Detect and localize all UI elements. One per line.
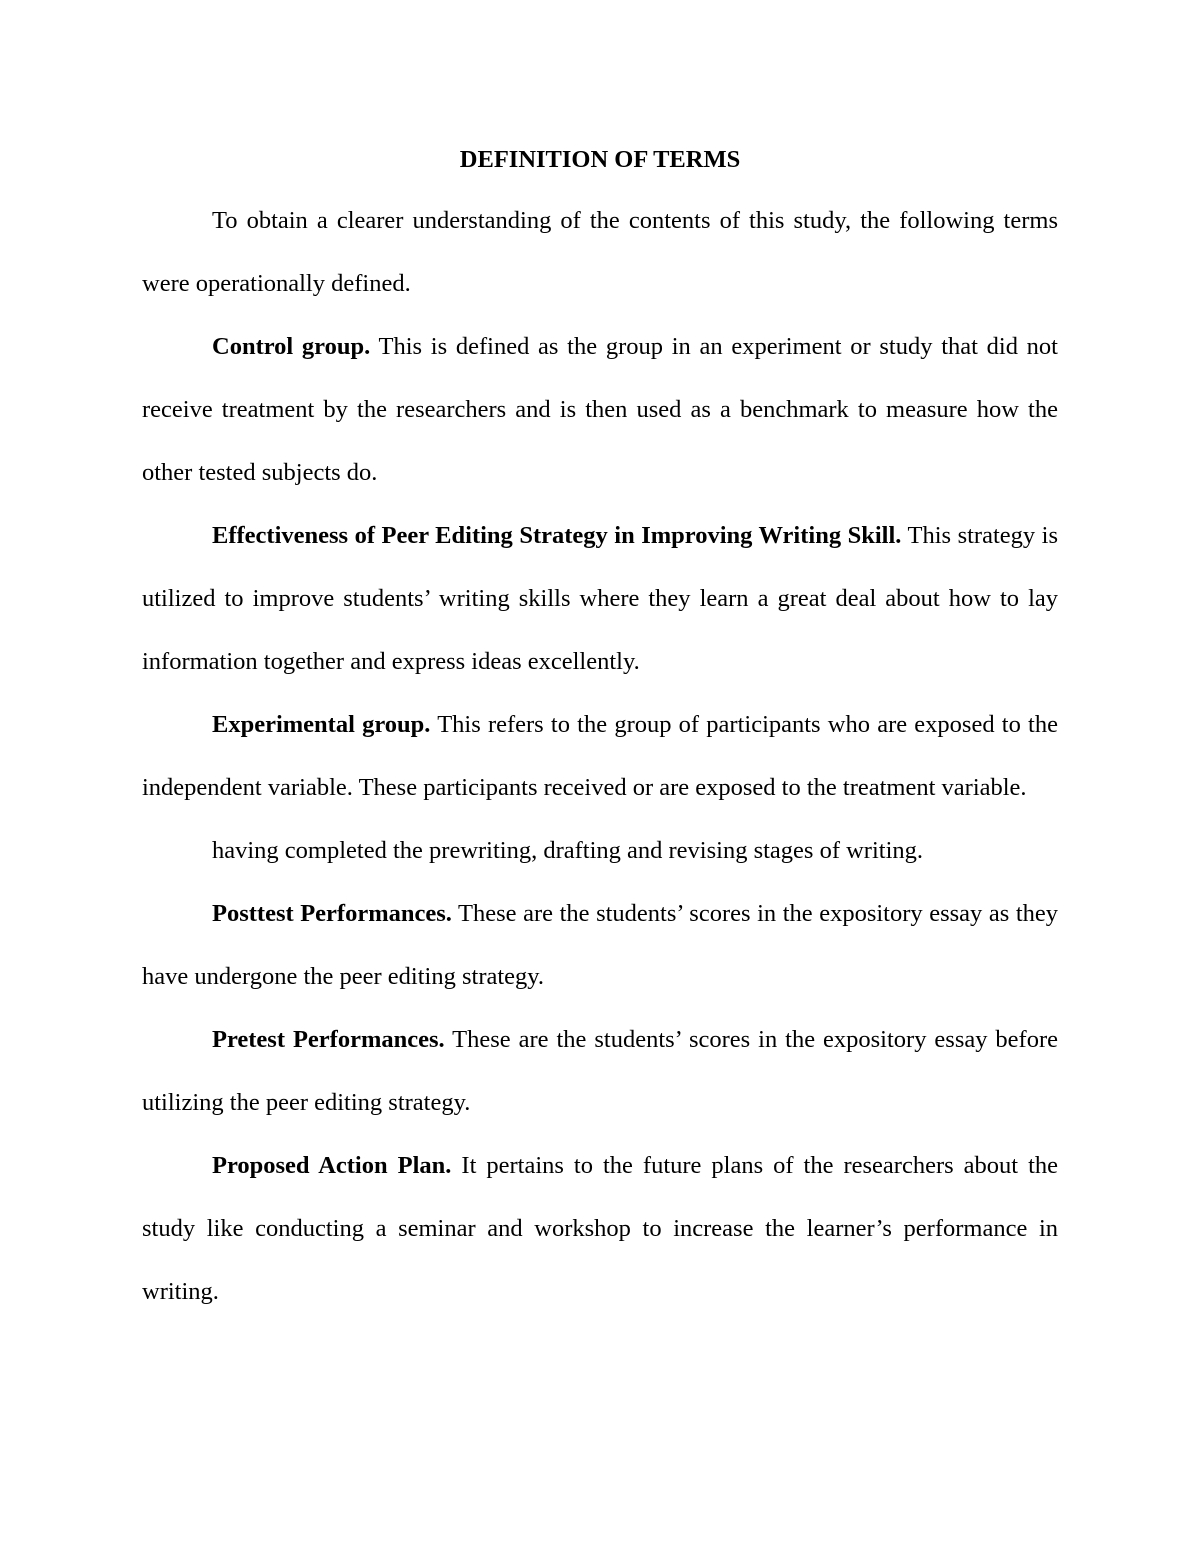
definition-text: These are the students’ scores in the expository essay as they have undergone the peer editing strategy. — [142, 900, 1059, 990]
intro-paragraph: To obtain a clearer understanding of the contents of this study, the following terms were operationally defined. — [142, 207, 1058, 297]
definition-text: This strategy is utilized to improve students’ writing skills where they learn a great deal about how to lay information together and express ideas excellently. — [142, 522, 1058, 675]
definition-proposed-action-plan — [142, 1134, 1058, 1323]
page-title: DEFINITION OF TERMS — [459, 146, 741, 173]
definition-text: It pertains to the future plans of the researchers about the study like conducting a seminar and workshop to increase the learner’s performance in writing. — [142, 1152, 1059, 1305]
definition-pretest-performances — [142, 1008, 1058, 1134]
definition-term: Effectiveness of Peer Editing Strategy in Improving Writing Skill. — [212, 522, 902, 549]
definition-term: Experimental group. — [212, 711, 431, 738]
definition-posttest-performances — [142, 882, 1058, 1008]
document-page — [142, 131, 1058, 1323]
definition-term: Proposed Action Plan. — [212, 1152, 452, 1179]
definition-term: Pretest Performances. — [212, 1026, 445, 1053]
definition-control-group — [142, 315, 1058, 504]
definition-text: having completed the prewriting, drafting and revising stages of writing. — [212, 837, 924, 864]
definition-experimental-group — [142, 693, 1058, 819]
definition-peer-editing-strategy — [142, 504, 1058, 693]
definition-text: This refers to the group of participants who are exposed to the independent variable. These participants received or are exposed to the treatment variable. — [142, 711, 1058, 801]
definition-text: This is defined as the group in an experiment or study that did not receive treatment by the researchers and is then used as a benchmark to measure how the other tested subjects do. — [142, 333, 1058, 486]
definition-text: These are the students’ scores in the expository essay before utilizing the peer editing strategy. — [142, 1026, 1058, 1116]
definition-term: Posttest Performances. — [212, 900, 452, 927]
definition-fragment — [142, 819, 1058, 882]
definition-term: Control group. — [212, 333, 371, 360]
